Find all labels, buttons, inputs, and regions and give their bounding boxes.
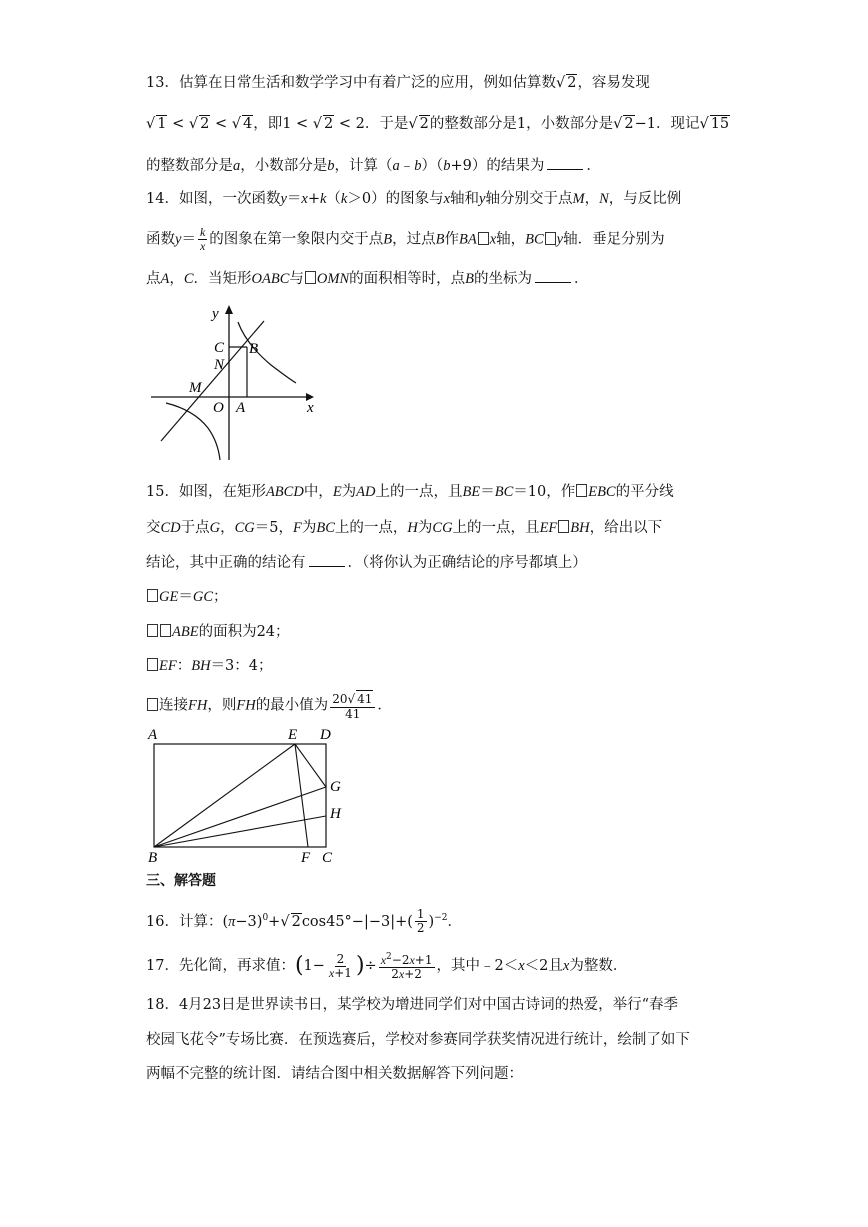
- q14-graph: [146, 300, 326, 465]
- hyperbola-branch-2: [166, 403, 220, 460]
- label-H: H: [330, 806, 341, 822]
- q15-conclusion-4: 连接FH，则FH的最小值为 $\frac{20√ 41}{41}$ ．: [146, 690, 392, 721]
- label-x: x: [307, 400, 314, 416]
- q15-conclusion-2: ABE的面积为24；: [146, 622, 290, 642]
- segment-BE: [154, 744, 295, 847]
- answer-blank: [547, 155, 583, 170]
- q18-line-2: 校园飞花令”专场比赛．在预选赛后，学校对参赛同学获奖情况进行统计，绘制了如下: [146, 1032, 690, 1048]
- answer-blank: [535, 268, 571, 283]
- label-B: B: [249, 341, 259, 357]
- q13-line-3: 的整数部分是a，小数部分是b，计算（a﹣b）（b+9）的结果为 ．: [146, 155, 601, 176]
- label-C: C: [322, 850, 333, 866]
- label-D: D: [320, 727, 331, 743]
- label-O: O: [213, 400, 224, 416]
- q17-line: 17．先化简，再求值：(1− $\frac{2}{x+1}$ )÷ $\frac{x^2-2x+1}{2x+2}$ ，其中﹣2＜x＜2且x为整数．: [146, 951, 628, 981]
- q18-line-3: 两幅不完整的统计图．请结合图中相关数据解答下列问题：: [146, 1066, 523, 1082]
- linear-function-line: [161, 321, 264, 441]
- label-y: y: [212, 306, 219, 322]
- y-axis-arrow: [225, 305, 233, 314]
- label-A: A: [148, 727, 158, 743]
- q13-line-2: √ 1 < √ 2 < √ 4，即1 < √ 2 < 2．于是√ 2的整数部分是1，小数部分是√ 2−1．现记√ 15: [146, 116, 730, 132]
- label-C: C: [214, 340, 225, 356]
- q13-line-1: 13．估算在日常生活和数学学习中有着广泛的应用，例如估算数√ 2，容易发现: [146, 75, 650, 91]
- label-B: B: [148, 850, 158, 866]
- q14-line-1: 14．如图，一次函数y＝x+k（k＞0）的图象与x轴和y轴分别交于点M，N，与反比例: [146, 191, 682, 207]
- segment-BH: [154, 816, 326, 847]
- q16-line: 16．计算：$(\pi-3)^0+√$ 2cos45°−|−3|+( $\frac{1}{2}$ )$^{-2}$．: [146, 907, 462, 936]
- q15-conclusion-3: EF：BH＝3：4；: [146, 656, 273, 676]
- label-M: M: [189, 380, 202, 396]
- q14-line-2: 函数y＝ $\frac{k}{x}$ 的图象在第一象限内交于点B，过点B作BA x轴，BC y轴．垂足分别为: [146, 225, 665, 253]
- answer-blank: [309, 552, 345, 567]
- label-G: G: [330, 779, 341, 795]
- label-F: F: [301, 850, 311, 866]
- label-E: E: [288, 727, 298, 743]
- q15-figure: [140, 722, 360, 867]
- q15-line-3: 结论，其中正确的结论有 ．（将你认为正确结论的序号都填上）: [146, 552, 587, 573]
- section-heading: 三、解答题: [146, 873, 216, 889]
- q14-line-3: 点A，C．当矩形OABC与 OMN的面积相等时，点B的坐标为 ．: [146, 268, 588, 289]
- segment-BG: [154, 787, 326, 847]
- label-N: N: [214, 357, 225, 373]
- q15-conclusion-1: GE＝GC；: [146, 587, 228, 607]
- label-A: A: [236, 400, 246, 416]
- q18-line-1: 18．4月23日是世界读书日，某学校为增进同学们对中国古诗词的热爱，举行“春季: [146, 997, 679, 1013]
- q15-line-2: 交CD于点G，CG＝5，F为BC上的一点，H为CG上的一点，且EF BH，给出以下: [146, 520, 663, 536]
- q15-line-1: 15．如图，在矩形ABCD中，E为AD上的一点，且BE＝BC＝10，作 EBC的平分线: [146, 484, 674, 500]
